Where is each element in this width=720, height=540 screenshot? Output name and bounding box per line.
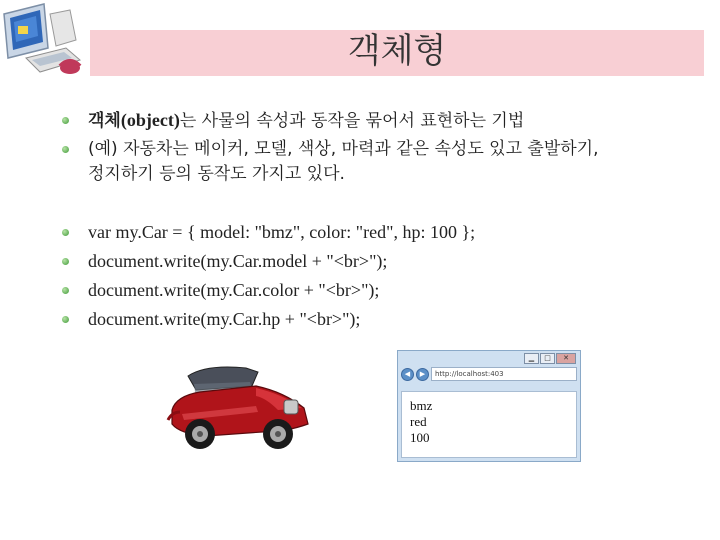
forward-icon: ▶ (416, 368, 429, 381)
code-line-text: document.write(my.Car.color + "<br>"); (88, 280, 380, 300)
bullet-dot-icon (62, 287, 69, 294)
maximize-icon: □ (540, 353, 555, 364)
minimize-icon: ▁ (524, 353, 539, 364)
bullet-dot-icon (62, 258, 69, 265)
output-line: bmz (410, 398, 433, 413)
window-controls (524, 353, 576, 364)
browser-viewport (401, 391, 577, 458)
code-line (60, 307, 475, 333)
description-bullets (60, 108, 599, 190)
bullet-example (60, 137, 599, 187)
code-line-text: document.write(my.Car.model + "<br>"); (88, 251, 388, 271)
back-icon: ◀ (401, 368, 414, 381)
red-car-image (166, 362, 314, 454)
code-line (60, 220, 475, 246)
slide-title: 객체형 (347, 31, 447, 71)
example-line-1: (예) 자동차는 메이커, 모델, 색상, 마력과 같은 속성도 있고 출발하기, (88, 139, 599, 159)
computer-logo-icon (0, 0, 88, 82)
browser-window (397, 350, 581, 462)
term-object: 객체 (88, 111, 121, 131)
output-line: 100 (410, 430, 430, 445)
close-icon: ✕ (556, 353, 576, 364)
example-line-2: 정지하기 등의 동작도 가지고 있다. (88, 164, 345, 184)
output-line: red (410, 414, 427, 429)
bullet-dot-icon (62, 146, 69, 153)
term-object-english: (object) (120, 110, 180, 130)
browser-nav-bar (401, 367, 577, 381)
code-line (60, 249, 475, 275)
code-line-text: document.write(my.Car.hp + "<br>"); (88, 309, 361, 329)
bullet-object-definition (60, 108, 599, 134)
bullet-dot-icon (62, 316, 69, 323)
definition-text: 는 사물의 속성과 동작을 묶어서 표현하는 기법 (179, 111, 525, 131)
code-line-text: var my.Car = { model: "bmz", color: "red", hp: 100 }; (88, 222, 476, 242)
bullet-dot-icon (62, 117, 69, 124)
code-bullets (60, 220, 475, 336)
code-line (60, 278, 475, 304)
browser-tab-bar (401, 382, 577, 390)
bullet-dot-icon (62, 229, 69, 236)
address-bar: http://localhost:403 (431, 367, 577, 381)
